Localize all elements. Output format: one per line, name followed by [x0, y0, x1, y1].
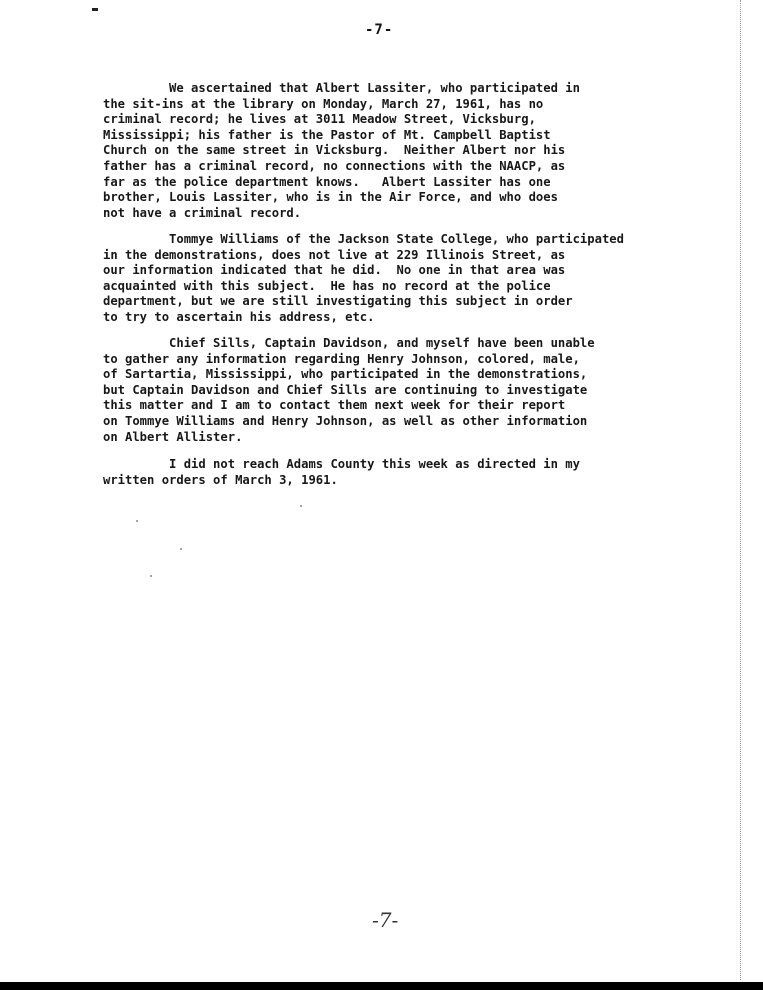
- scan-artifact: [92, 8, 98, 11]
- page-edge-margin: [740, 0, 763, 980]
- scan-bottom-edge: [0, 982, 763, 990]
- paragraph-lassiter: We ascertained that Albert Lassiter, who participated in the sit-ins at the library on Monday, March 27, 1961, has no criminal record; he lives at 3011 Meadow Street, Vicksburg, Mississippi; his father is the Pastor of Mt. Campbell Baptist Church on the same street in Vicksburg. Neither Albert nor his father has a criminal record, no connections with the NAACP, as far as the police department knows. Albert Lassiter has one brother, Louis Lassiter, who is in the Air Force, and who does not have a criminal record.: [103, 81, 580, 220]
- paragraph-adams-county: I did not reach Adams County this week as directed in my written orders of March 3, 1961.: [103, 457, 580, 487]
- scan-speck: [136, 520, 138, 522]
- scan-speck: [150, 575, 152, 577]
- scan-speck: [180, 548, 182, 550]
- paragraph-williams: Tommye Williams of the Jackson State College, who participated in the demonstrations, does not live at 229 Illinois Street, as our information indicated that he did. No one in that area was acquainted with this subject. He has no record at the police department, but we are still investigating this subject in order to try to ascertain his address, etc.: [103, 232, 624, 324]
- paragraph-johnson: Chief Sills, Captain Davidson, and myself have been unable to gather any information regarding Henry Johnson, colored, male, of Sartartia, Mississippi, who participated in the demonstrations, but Captain Davidson and Chief Sills are continuing to investigate this matter and I am to contact them next week for their report on Tommye Williams and Henry Johnson, as well as other information on Albert Allister.: [103, 336, 595, 444]
- handwritten-page-number: -7-: [372, 908, 399, 932]
- page-number: -7-: [365, 22, 394, 38]
- scan-speck: [300, 505, 302, 507]
